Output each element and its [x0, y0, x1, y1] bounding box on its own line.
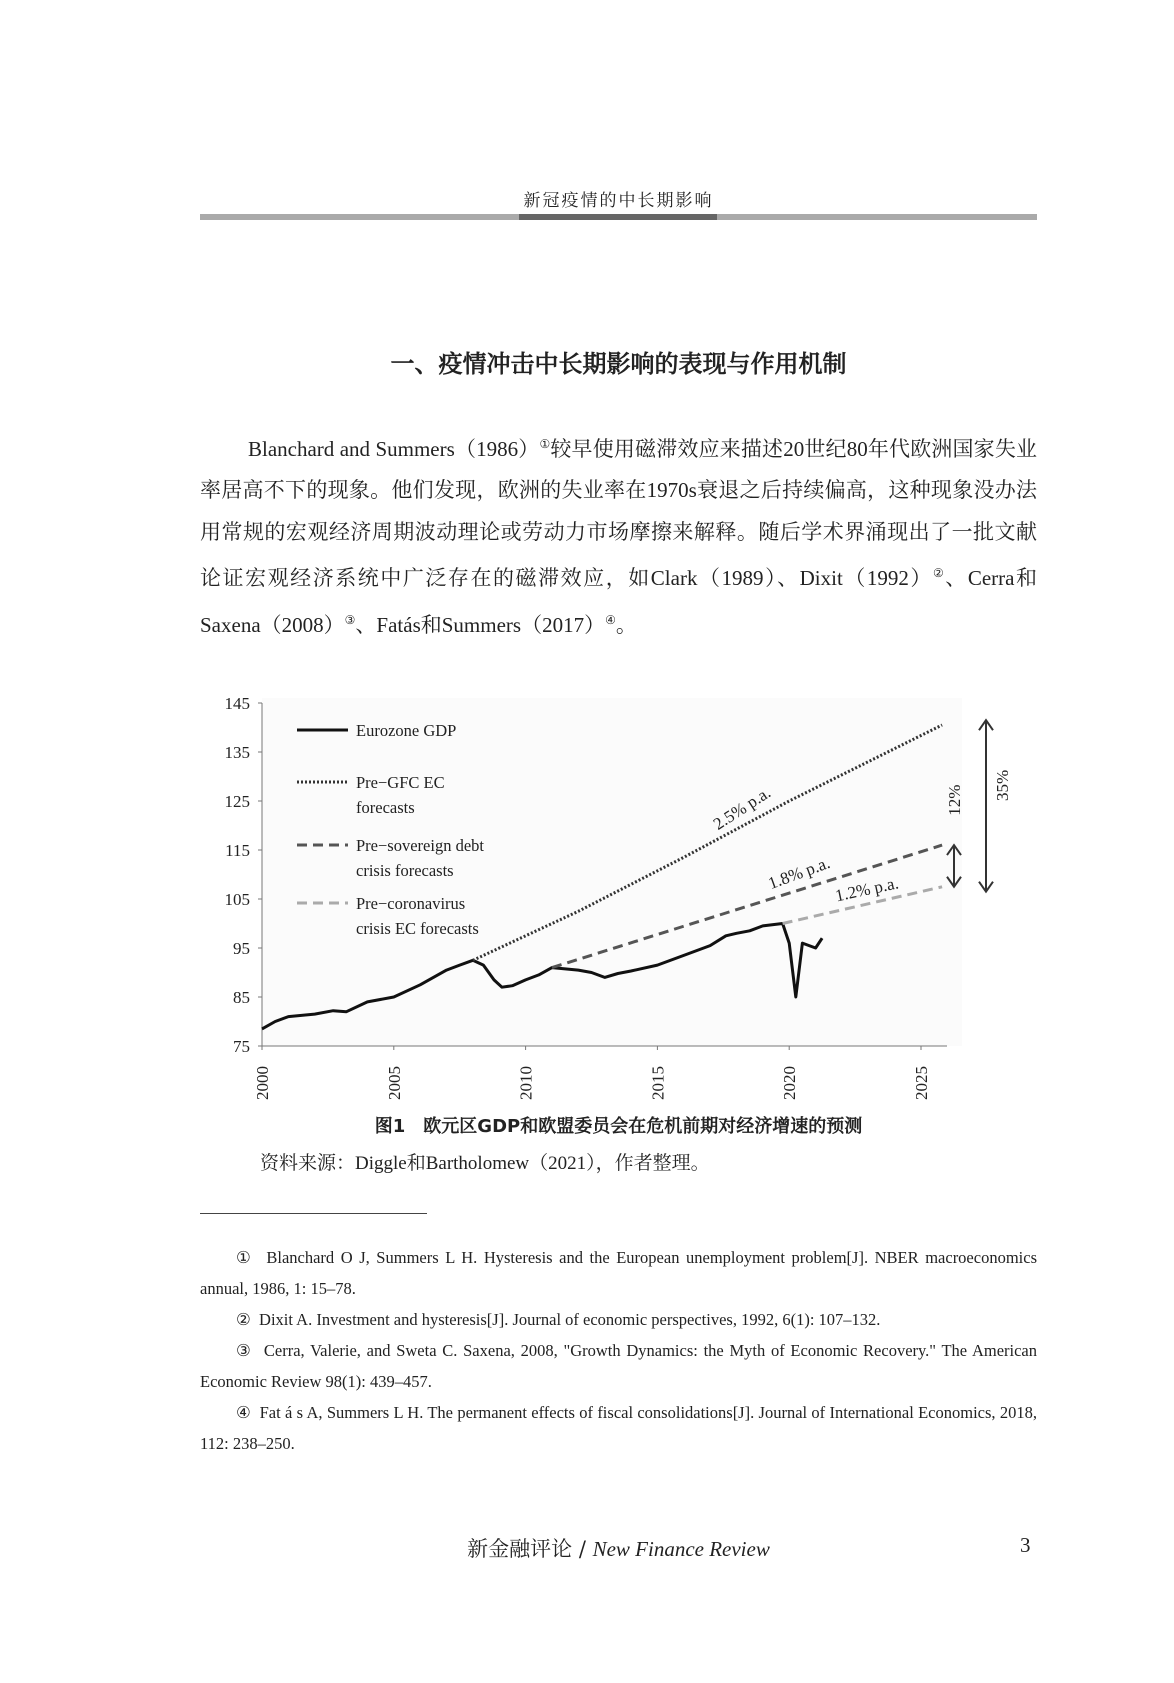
figure-source: 资料来源：Diggle和Bartholomew（2021），作者整理。: [260, 1153, 710, 1174]
footnote-mark: ④: [236, 1403, 251, 1422]
y-tick-label: 115: [225, 841, 250, 860]
footnote-ref[interactable]: ①: [539, 437, 551, 451]
header-rule-accent: [519, 214, 717, 220]
footnote-rule: [200, 1213, 427, 1214]
gdp-chart: [200, 690, 1030, 1110]
y-tick-label: 95: [233, 939, 250, 958]
footnote-text: Cerra, Valerie, and Sweta C. Saxena, 2008, "Growth Dynamics: the Myth of Economic Recovery." The American Economic Review 98(1): 439–457.: [200, 1341, 1038, 1391]
legend-label: Pre−GFC EC: [356, 773, 445, 792]
journal-footer: [200, 1533, 1037, 1563]
text: 、Fatás和Summers（2017）: [355, 612, 606, 637]
footnote-mark: ③: [236, 1341, 253, 1360]
legend-label: forecasts: [356, 798, 415, 817]
body-paragraph: [200, 424, 1037, 646]
footnote-ref[interactable]: ④: [605, 612, 616, 627]
footnote-text: Dixit A. Investment and hysteresis[J]. Journal of economic perspectives, 1992, 6(1): 107–132.: [259, 1310, 881, 1329]
legend-label: crisis EC forecasts: [356, 919, 479, 938]
running-header: 新冠疫情的中长期影响: [523, 191, 714, 211]
y-tick-label: 75: [233, 1037, 250, 1056]
x-tick-label: 2020: [780, 1066, 800, 1100]
text: 、Cerra和Saxena（2008）: [200, 566, 1038, 637]
journal-name-cn: 新金融评论 /: [467, 1537, 593, 1561]
footnote-mark: ①: [236, 1248, 254, 1267]
text: 较早使用磁滞效应来描述20世纪80年代欧洲国家失业率居高不下的现象。他们发现，欧洲的失业率在1970s衰退之后持续偏高，这种现象没办法用常规的宏观经济周期波动理论或劳动力市场摩擦来解释。随后学术界涌现出了一批文献论证宏观经济系统中广泛存在的磁滞效应，如Clark（1989）、Dixit（1992）: [200, 437, 1038, 591]
x-tick-label: 2015: [648, 1066, 668, 1100]
footnotes: [200, 1242, 1037, 1459]
section-title: 一、疫情冲击中长期影响的表现与作用机制: [390, 350, 847, 378]
x-tick-label: 2010: [516, 1066, 536, 1100]
page-number: 3: [1020, 1533, 1031, 1557]
footnote-text: Fat á s A, Summers L H. The permanent effects of fiscal consolidations[J]. Journal of International Economics, 2018, 112: 238–250.: [200, 1403, 1037, 1453]
figure-caption: 图1 欧元区GDP和欧盟委员会在危机前期对经济增速的预测: [374, 1116, 863, 1137]
legend-label: crisis forecasts: [356, 861, 454, 880]
y-tick-label: 135: [224, 743, 250, 762]
y-tick-label: 105: [224, 890, 250, 909]
growth-rate-label: 2.5% p.a.: [709, 782, 775, 834]
x-tick-label: 2025: [912, 1066, 931, 1100]
x-tick-label: 2005: [384, 1066, 404, 1100]
footnote-text: Blanchard O J, Summers L H. Hysteresis and the European unemployment problem[J]. NBER macroeconomics annual, 1986, 1: 15–78.: [200, 1248, 1037, 1298]
y-tick-label: 85: [233, 988, 250, 1007]
gap-label: 35%: [993, 769, 1012, 801]
legend-label: Pre−coronavirus: [356, 894, 466, 913]
y-tick-label: 145: [224, 694, 250, 713]
journal-name-en: New Finance Review: [592, 1537, 770, 1561]
text: Blanchard and Summers（1986）: [248, 437, 540, 461]
growth-rate-label: 1.8% p.a.: [765, 853, 833, 893]
x-tick-label: 2000: [253, 1066, 272, 1100]
text: 。: [615, 612, 637, 637]
footnote-2: [200, 1304, 1037, 1335]
footnote-ref[interactable]: ②: [932, 566, 946, 581]
legend-label: Eurozone GDP: [356, 721, 457, 740]
growth-rate-label: 1.2% p.a.: [833, 873, 901, 906]
footnote-1: [200, 1242, 1037, 1304]
footnote-ref[interactable]: ③: [344, 612, 356, 627]
footnote-4: [200, 1397, 1037, 1459]
footnote-mark: ②: [236, 1310, 251, 1329]
footnote-3: [200, 1335, 1037, 1397]
gap-label: 12%: [945, 784, 964, 816]
y-tick-label: 125: [224, 792, 250, 811]
legend-label: Pre−sovereign debt: [356, 836, 484, 855]
